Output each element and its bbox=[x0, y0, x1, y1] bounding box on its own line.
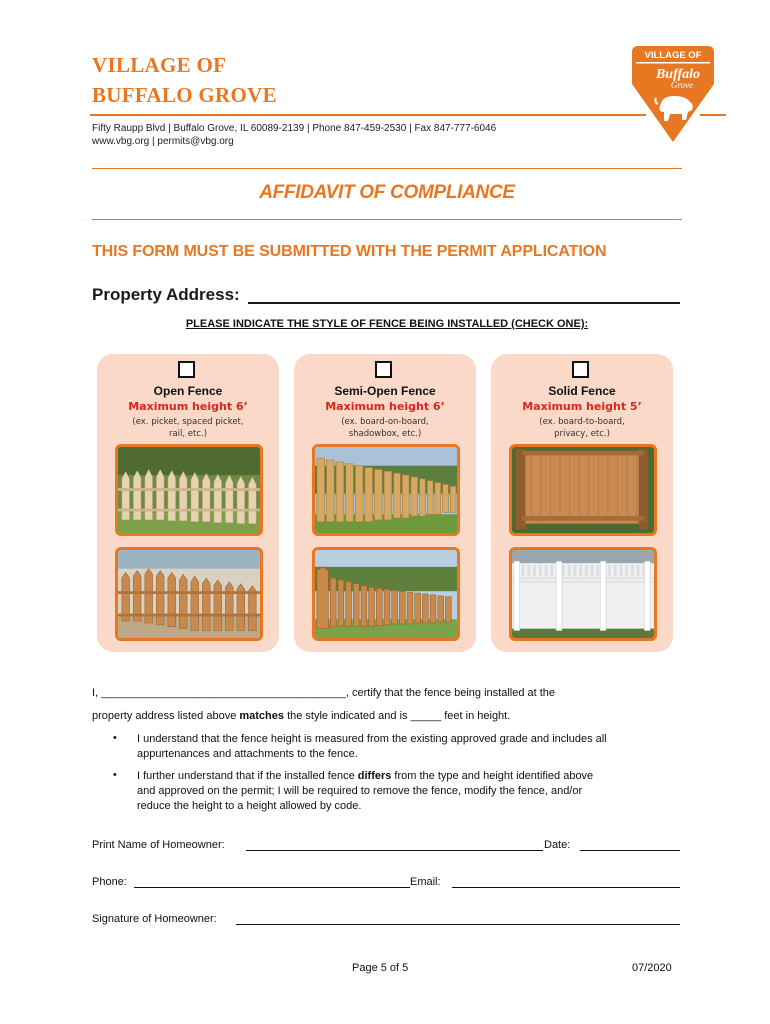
fence-option-examples bbox=[511, 416, 653, 440]
open-fence-checkbox[interactable] bbox=[178, 361, 195, 378]
date-label: Date: bbox=[544, 839, 571, 851]
logo-top-text: VILLAGE OF bbox=[644, 50, 702, 61]
village-name bbox=[92, 50, 277, 110]
title-rule-top bbox=[92, 168, 682, 169]
fence-option-solid bbox=[491, 354, 673, 652]
certify-name-blank[interactable]: ________________________________________ bbox=[101, 687, 346, 699]
village-name-line2: BUFFALO GROVE bbox=[92, 83, 277, 107]
certify-feet-blank[interactable]: _____ bbox=[410, 710, 442, 722]
header-divider bbox=[90, 114, 646, 116]
fence-option-examples-line1: (ex. board-to-board, bbox=[539, 417, 625, 427]
bullet-dot: • bbox=[113, 732, 117, 744]
fence-option-title: Open Fence bbox=[153, 384, 223, 398]
certify-line2-c: feet in height. bbox=[441, 710, 511, 722]
fence-option-title: Semi-Open Fence bbox=[334, 384, 436, 398]
solid-fence-checkbox[interactable] bbox=[572, 361, 589, 378]
title-rule-bottom bbox=[92, 219, 682, 220]
signature-label: Signature of Homeowner: bbox=[92, 913, 217, 925]
print-name-field[interactable] bbox=[246, 850, 543, 851]
certification-line2 bbox=[92, 709, 510, 724]
solid-fence-photo-2 bbox=[509, 547, 657, 641]
certify-line2-b: the style indicated and is bbox=[284, 710, 411, 722]
fence-option-height: Maximum height 6’ bbox=[128, 400, 248, 413]
bullet-1 bbox=[137, 732, 682, 762]
certification-line1 bbox=[92, 686, 555, 701]
bullet-1-line1: I understand that the fence height is measured from the existing approved grade and includes all bbox=[137, 733, 607, 745]
village-name-line1: VILLAGE OF bbox=[92, 53, 227, 77]
semi-open-fence-photo-2 bbox=[312, 547, 460, 641]
page-number: Page 5 of 5 bbox=[352, 962, 409, 974]
bullet-2-line3: reduce the height to a height allowed by code. bbox=[137, 800, 362, 812]
fence-option-examples bbox=[314, 416, 456, 440]
phone-field[interactable] bbox=[134, 887, 410, 888]
fence-option-examples bbox=[117, 416, 259, 440]
property-address-label: Property Address: bbox=[92, 285, 240, 304]
phone-label: Phone: bbox=[92, 876, 127, 888]
open-fence-photo-1 bbox=[115, 444, 263, 536]
village-logo bbox=[628, 44, 718, 144]
fence-option-examples-line1: (ex. board-on-board, bbox=[341, 417, 429, 427]
fence-option-title: Solid Fence bbox=[548, 384, 616, 398]
submission-notice: THIS FORM MUST BE SUBMITTED WITH THE PERMIT APPLICATION bbox=[92, 243, 607, 260]
bullet-dot: • bbox=[113, 769, 117, 781]
address-line: Fifty Raupp Blvd | Buffalo Grove, IL 60089-2139 | Phone 847-459-2530 | Fax 847-777-6046 bbox=[92, 123, 497, 134]
bullet-2-differs: differs bbox=[357, 770, 392, 782]
fence-option-examples-line2: shadowbox, etc.) bbox=[348, 429, 422, 439]
bullet-2-line1-b: from the type and height identified above bbox=[391, 770, 594, 782]
property-address-field[interactable] bbox=[248, 302, 680, 304]
bullet-1-line2: appurtenances and attachments to the fence. bbox=[137, 748, 358, 760]
bullet-2 bbox=[137, 769, 682, 814]
fence-option-examples-line2: privacy, etc.) bbox=[554, 429, 610, 439]
signature-field[interactable] bbox=[236, 924, 680, 925]
contact-info bbox=[92, 122, 496, 148]
email-label: Email: bbox=[410, 876, 441, 888]
open-fence-photo-2 bbox=[115, 547, 263, 641]
date-field[interactable] bbox=[580, 850, 680, 851]
fence-option-height: Maximum height 6’ bbox=[325, 400, 445, 413]
fence-option-open bbox=[97, 354, 279, 652]
solid-fence-photo-1 bbox=[509, 444, 657, 536]
certify-line2-a: property address listed above bbox=[92, 710, 240, 722]
bullet-2-line2: and approved on the permit; I will be required to remove the fence, modify the fence, and/or bbox=[137, 785, 583, 797]
semi-open-fence-photo-1 bbox=[312, 444, 460, 536]
fence-option-examples-line1: (ex. picket, spaced picket, bbox=[132, 417, 244, 427]
print-name-label: Print Name of Homeowner: bbox=[92, 839, 225, 851]
fence-option-height: Maximum height 5’ bbox=[522, 400, 642, 413]
certify-prefix: I, bbox=[92, 687, 99, 699]
logo-main-text: Buffalo bbox=[655, 67, 701, 82]
fence-option-semi-open bbox=[294, 354, 476, 652]
fence-style-instruction: PLEASE INDICATE THE STYLE OF FENCE BEING INSTALLED (CHECK ONE): bbox=[185, 318, 589, 330]
logo-sub-text: Grove bbox=[670, 80, 694, 90]
certify-middle: , certify that the fence being installed at the bbox=[345, 687, 556, 699]
certify-matches: matches bbox=[239, 710, 285, 722]
fence-option-examples-line2: rail, etc.) bbox=[168, 429, 208, 439]
semi-open-fence-checkbox[interactable] bbox=[375, 361, 392, 378]
bullet-2-line1 bbox=[137, 769, 682, 784]
bullet-2-line1-a: I further understand that if the installed fence bbox=[137, 770, 358, 782]
email-field[interactable] bbox=[452, 887, 680, 888]
web-email-line: www.vbg.org | permits@vbg.org bbox=[92, 136, 234, 147]
revision-date: 07/2020 bbox=[632, 962, 672, 974]
form-title: AFFIDAVIT OF COMPLIANCE bbox=[259, 182, 515, 203]
